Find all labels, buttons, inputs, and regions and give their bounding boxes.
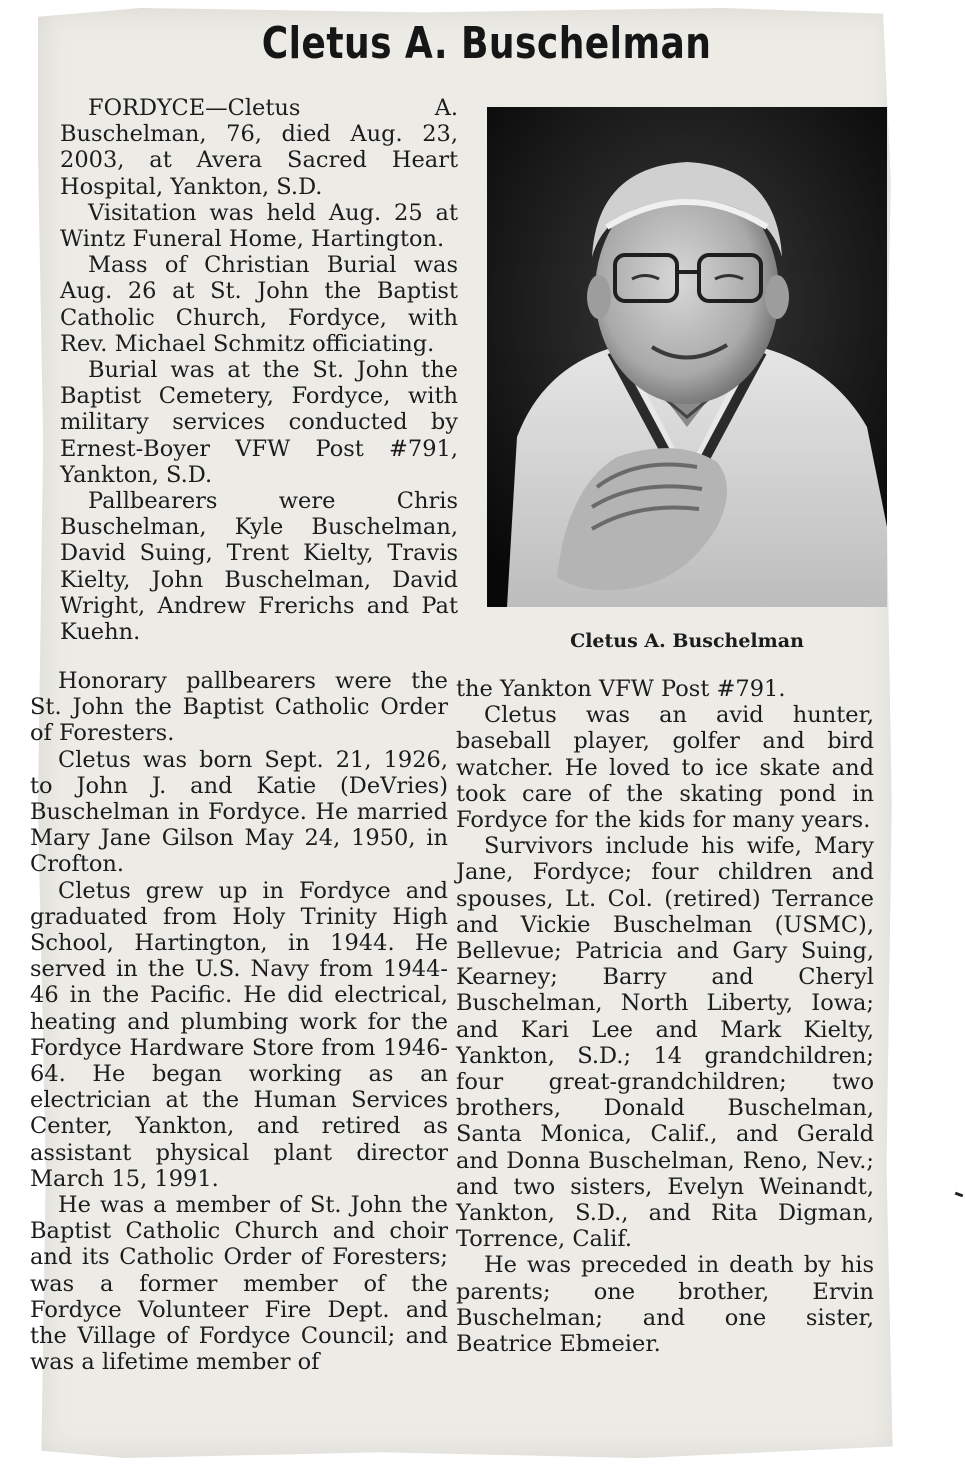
left-column-top [60,95,458,645]
paragraph-mass: Mass of Christian Burial was Aug. 26 at St. John the Baptist Catholic Church, Fordyce, with Rev. Michael Schmitz officiating. [60,252,458,357]
paragraph-hobbies: Cletus was an avid hunter, baseball player, golfer and bird watcher. He loved to ice skate and took care of the skating pond in Fordyce for the kids for many years. [456,702,874,834]
paragraph-honorary-pallbearers: Honorary pallbearers were the St. John the Baptist Catholic Order of Foresters. [30,668,448,747]
portrait-photo [487,107,887,607]
paragraph-continuation: the Yankton VFW Post #791. [456,676,786,702]
paragraph-birth: Cletus was born Sept. 21, 1926, to John J. and Katie (DeVries) Buschelman in Fordyce. He married Mary Jane Gilson May 24, 1950, in Crofton. [30,746,448,878]
photo-caption: Cletus A. Buschelman [570,630,804,652]
scan-mark [955,1192,964,1198]
paragraph-visitation: Visitation was held Aug. 25 at Wintz Funeral Home, Hartington. [60,199,458,253]
paragraph-career: Cletus grew up in Fordyce and graduated from Holy Trinity High School, Hartington, in 1944. He served in the U.S. Navy from 1944-46 in the Pacific. He did electrical, heating and plumbing work for the Fordyce Hardware Store from 1946-64. He began working as an electrician at the Human Services Center, Yankton, and retired as assistant physical plant director March 15, 1991. [30,877,448,1192]
paragraph-memberships: He was a member of St. John the Baptist Catholic Church and choir and its Catholic Order of Foresters; was a former member of the Fordyce Volunteer Fire Dept. and the Village of Fordyce Council; and was a lifetime member of [30,1192,448,1376]
left-column-bottom [30,668,448,1375]
paragraph-survivors: Survivors include his wife, Mary Jane, Fordyce; four children and spouses, Lt. Col. (retired) Terrance and Vickie Buschelman (USMC), Bellevue; Patricia and Gary Suing, Kearney; Barry and Cheryl Buschelman, North Liberty, Iowa; and Kari Lee and Mark Kielty, Yankton, S.D.; 14 grandchildren; four great-grandchildren; two brothers, Donald Buschelman, Santa Monica, Calif., and Gerald and Donna Buschelman, Reno, Nev.; and two sisters, Evelyn Weinandt, Yankton, S.D., and Rita Digman, Torrence, Calif. [456,833,874,1253]
paragraph-burial: Burial was at the St. John the Baptist Cemetery, Fordyce, with military services conducted by Ernest-Boyer VFW Post #791, Yankton, S.D. [60,357,458,488]
paragraph-preceded: He was preceded in death by his parents; one brother, Ervin Buschelman; and one sister, Beatrice Ebmeier. [456,1252,874,1358]
right-column [456,676,874,1357]
paragraph-death-notice: FORDYCE—Cletus A. Buschelman, 76, died Aug. 23, 2003, at Avera Sacred Heart Hospital, Yankton, S.D. [60,95,458,200]
paragraph-pallbearers: Pallbearers were Chris Buschelman, Kyle Buschelman, David Suing, Trent Kielty, Travis Kielty, John Buschelman, David Wright, Andrew Frerichs and Pat Kuehn. [60,488,458,646]
portrait-image [487,107,887,607]
obituary-headline: Cletus A. Buschelman [261,18,712,69]
